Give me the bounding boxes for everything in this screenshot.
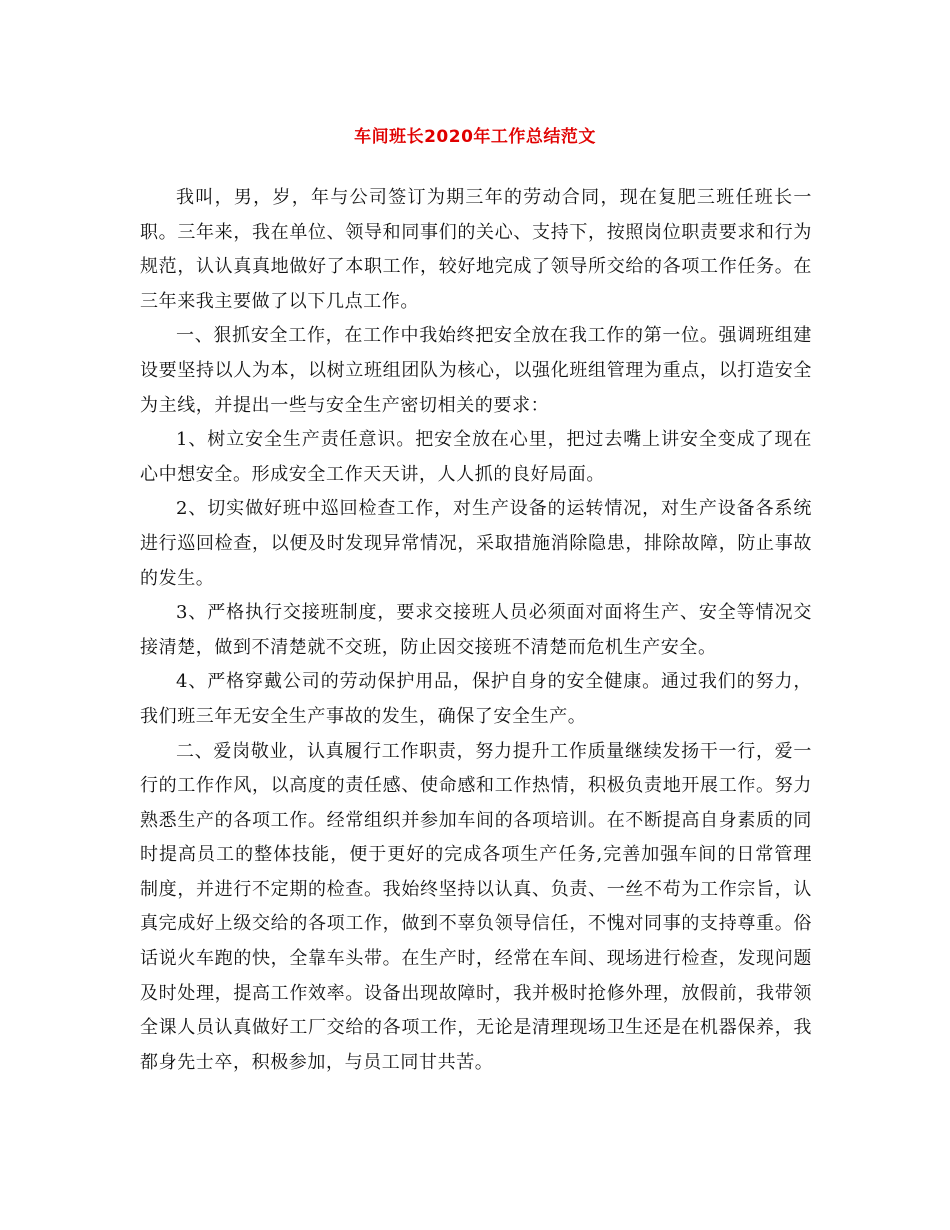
document-title: 车间班长2020年工作总结范文 <box>354 127 596 147</box>
paragraph-section-dedication: 二、爱岗敬业，认真履行工作职责，努力提升工作质量继续发扬干一行，爱一行的工作作风，以高度的责任感、使命感和工作热情，积极负责地开展工作。努力熟悉生产的各项工作。经常组织并参加车间的各项培训。在不断提高自身素质的同时提高员工的整体技能，便于更好的完成各项生产任务,完善加强车间的日常管理制度，并进行不定期的检查。我始终坚持以认真、负责、一丝不苟为工作宗旨，认真完成好上级交给的各项工作，做到不辜负领导信任，不愧对同事的支持尊重。俗话说火车跑的快，全靠车头带。在生产时，经常在车间、现场进行检查，发现问题及时处理，提高工作效率。设备出现故障时，我并极时抢修外理，放假前，我带领全课人员认真做好工厂交给的各项工作，无论是清理现场卫生还是在机器保养，我都身先士卒，积极参加，与员工同甘共苦。 <box>140 740 812 1073</box>
document-body <box>140 181 812 1080</box>
paragraph-item-2: 2、切实做好班中巡回检查工作，对生产设备的运转情况，对生产设备各系统进行巡回检查，以便及时发现异常情况，采取措施消除隐患，排除故障，防止事故的发生。 <box>140 498 812 589</box>
paragraph-item-4: 4、严格穿戴公司的劳动保护用品，保护自身的安全健康。通过我们的努力，我们班三年无安全生产事故的发生，确保了安全生产。 <box>140 671 812 727</box>
paragraph-section-safety: 一、狠抓安全工作，在工作中我始终把安全放在我工作的第一位。强调班组建设要坚持以人为本，以树立班组团队为核心，以强化班组管理为重点，以打造安全为主线，并提出一些与安全生产密切相关的要求： <box>140 325 812 416</box>
paragraph-item-1: 1、树立安全生产责任意识。把安全放在心里，把过去嘴上讲安全变成了现在心中想安全。形成安全工作天天讲，人人抓的良好局面。 <box>140 429 812 485</box>
paragraph-item-3: 3、严格执行交接班制度，要求交接班人员必须面对面将生产、安全等情况交接清楚，做到不清楚就不交班，防止因交接班不清楚而危机生产安全。 <box>140 602 812 658</box>
paragraph-intro: 我叫，男，岁，年与公司签订为期三年的劳动合同，现在复肥三班任班长一职。三年来，我在单位、领导和同事们的关心、支持下，按照岗位职责要求和行为规范，认认真真地做好了本职工作，较好地完成了领导所交给的各项工作任务。在三年来我主要做了以下几点工作。 <box>140 187 812 312</box>
